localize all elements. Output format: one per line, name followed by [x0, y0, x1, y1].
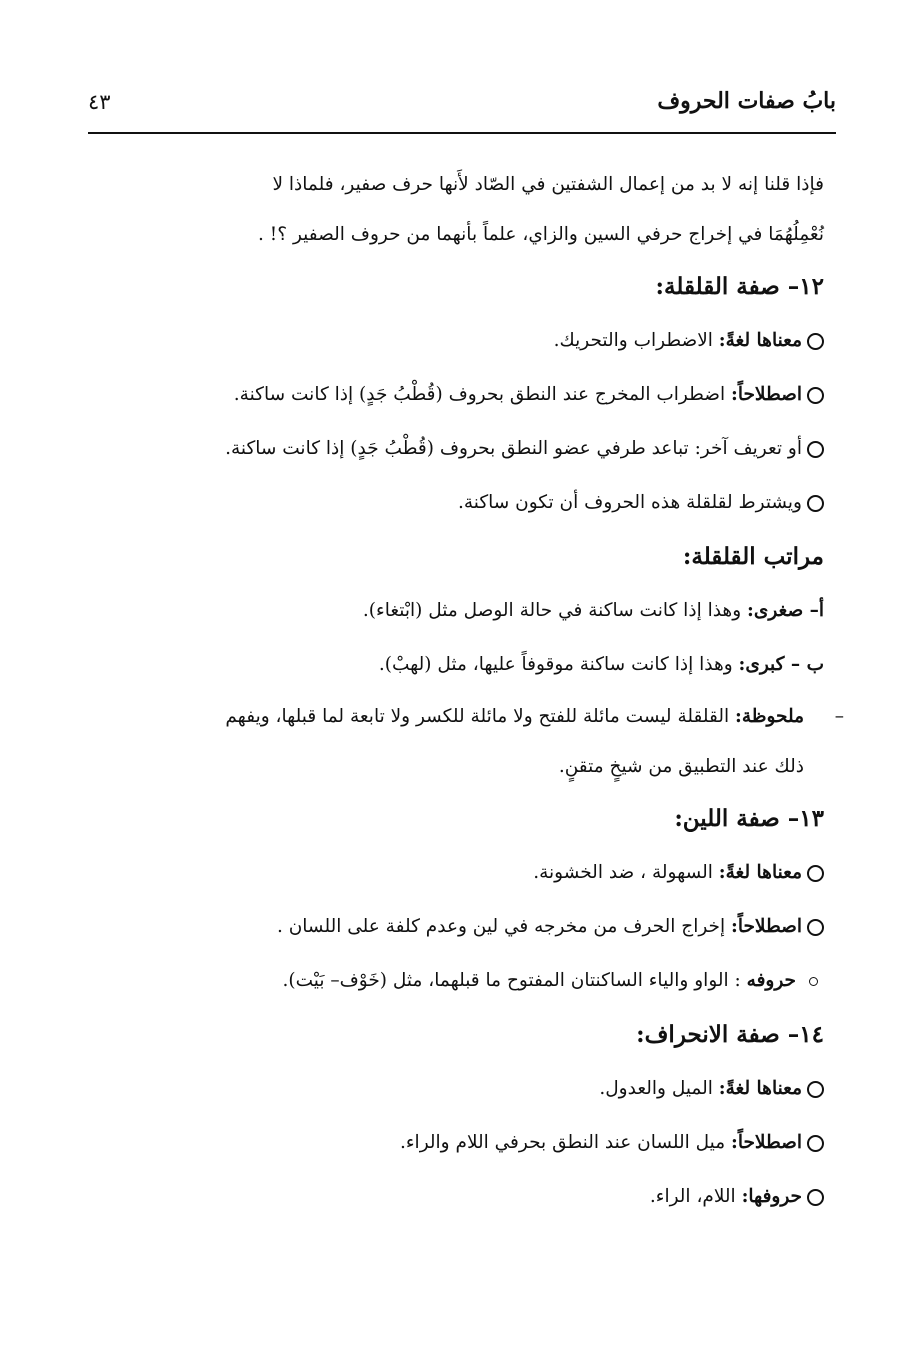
- list-item: [80, 954, 824, 1008]
- item-text: : الواو والياء الساكنتان المفتوح ما قبلهما، مثل (خَوْف– بَيْت).: [282, 970, 747, 991]
- list-item: [80, 1116, 824, 1170]
- list-item: [80, 846, 824, 900]
- item-text: ويشترط لقلقلة هذه الحروف أن تكون ساكنة.: [457, 492, 802, 513]
- circle-bullet-icon: [807, 865, 824, 882]
- item-label: معناها لغةً:: [718, 330, 802, 351]
- header-divider: [88, 132, 836, 134]
- list-item: [80, 314, 824, 368]
- section-heading-qalqala: ١٢– صفة القلقلة:: [655, 273, 824, 300]
- level-item-minor: [80, 584, 824, 638]
- item-text: إخراج الحرف من مخرجه في لين وعدم كلفة على اللسان .: [276, 916, 732, 937]
- list-item: [80, 368, 824, 422]
- item-text: اضطراب المخرج عند النطق بحروف (قُطْبُ جَدٍ) إذا كانت ساكنة.: [233, 384, 732, 405]
- intro-paragraph: [80, 160, 824, 260]
- list-item: [80, 422, 824, 476]
- note-paragraph: [80, 692, 844, 792]
- note-label: ملحوظة:: [734, 706, 804, 727]
- page-number: ٤٣: [88, 90, 111, 114]
- item-text: الميل والعدول.: [599, 1078, 719, 1099]
- level-item-major: [80, 638, 824, 692]
- level-text: وهذا إذا كانت ساكنة موقوفاً عليها، مثل (لهبْ).: [378, 654, 739, 675]
- intro-line-1: فإذا قلنا إنه لا بد من إعمال الشفتين في الصّاد لأَنها حرف صفير، فلماذا لا: [272, 174, 824, 195]
- list-item: [80, 476, 824, 530]
- item-text: الاضطراب والتحريك.: [553, 330, 719, 351]
- item-text: أو تعريف آخر: تباعد طرفي عضو النطق بحروف (قُطْبُ جَدٍ) إذا كانت ساكنة.: [225, 438, 802, 459]
- page-body: [80, 160, 844, 1224]
- circle-bullet-icon: [807, 495, 824, 512]
- list-item: [80, 1062, 824, 1116]
- circle-bullet-icon: [807, 1189, 824, 1206]
- subheading-qalqala-levels: مراتب القلقلة:: [682, 543, 824, 570]
- item-label: اصطلاحاً:: [731, 384, 802, 405]
- note-text: القلقلة ليست مائلة للفتح ولا مائلة للكسر ولا تابعة لما قبلها، ويفهم: [225, 706, 735, 727]
- level-label: ب – كبرى:: [738, 654, 824, 675]
- item-label: معناها لغةً:: [718, 1078, 802, 1099]
- item-text: السهولة ، ضد الخشونة.: [533, 862, 719, 883]
- list-item: [80, 1170, 824, 1224]
- dash-bullet: –: [834, 706, 844, 727]
- section-heading-leen: ١٣– صفة اللين:: [674, 805, 824, 832]
- circle-bullet-icon: [807, 1135, 824, 1152]
- item-label: اصطلاحاً:: [731, 1132, 802, 1153]
- list-item: [80, 900, 824, 954]
- page-header: [88, 88, 836, 132]
- note-line-2: ذلك عند التطبيق من شيخٍ متقنٍ.: [558, 756, 804, 777]
- item-text: اللام، الراء.: [649, 1186, 742, 1207]
- circle-bullet-icon: [807, 1081, 824, 1098]
- item-label: اصطلاحاً:: [731, 916, 802, 937]
- intro-line-2: نُعْمِلُهُمَا في إخراج حرفي السين والزاي، علماً بأنهما من حروف الصفير ؟! .: [258, 224, 824, 245]
- section-heading-inhiraf: ١٤– صفة الانحراف:: [636, 1021, 824, 1048]
- item-label: حروفه: [746, 970, 796, 991]
- item-label: حروفها:: [741, 1186, 802, 1207]
- item-label: معناها لغةً:: [718, 862, 802, 883]
- circle-bullet-icon: [807, 441, 824, 458]
- level-label: أ– صغرى:: [747, 600, 824, 621]
- circle-bullet-icon: [807, 919, 824, 936]
- chapter-title: بابُ صفات الحروف: [657, 88, 836, 114]
- item-text: ميل اللسان عند النطق بحرفي اللام والراء.: [399, 1132, 732, 1153]
- circle-bullet-icon: [807, 387, 824, 404]
- circle-bullet-icon: [807, 333, 824, 350]
- level-text: وهذا إذا كانت ساكنة في حالة الوصل مثل (ابْتغاء).: [362, 600, 748, 621]
- small-circle-bullet-icon: [809, 977, 818, 986]
